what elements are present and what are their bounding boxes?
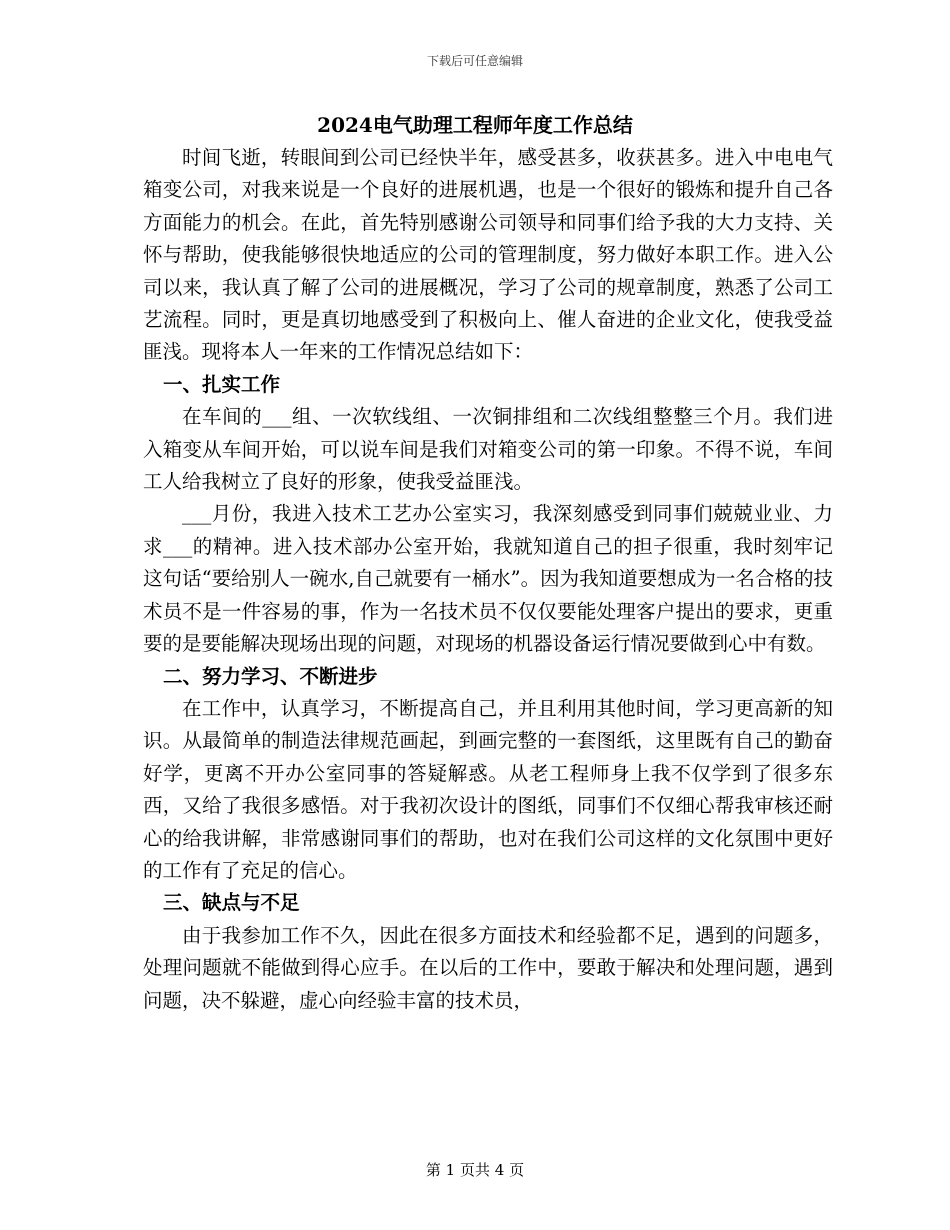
- document-title: 2024电气助理工程师年度工作总结: [317, 113, 633, 137]
- section-heading: 三、缺点与不足: [163, 891, 300, 915]
- section-paragraph: 在车间的___组、一次软线组、一次铜排组和二次线组整整三个月。我们进入箱变从车间开始，可以说车间是我们对箱变公司的第一印象。不得不说，车间工人给我树立了良好的形象，使我受益匪浅。: [143, 405, 833, 494]
- section-heading: 一、扎实工作: [163, 372, 281, 396]
- page-header-note: 下载后可任意编辑: [426, 54, 523, 68]
- page-number: 第 1 页共 4 页: [425, 1161, 525, 1179]
- section-paragraph: ___月份，我进入技术工艺办公室实习，我深刻感受到同事们兢兢业业、力求___的精神。进入技术部办公室开始，我就知道自己的担子很重，我时刻牢记这句话“要给别人一碗水,自己就要有一桶水”。因为我知道要想成为一名合格的技术员不是一件容易的事，作为一名技术员不仅仅要能处理客户提出的要求，更重要的是要能解决现场出现的问题，对现场的机器设备运行情况要做到心中有数。: [143, 502, 833, 656]
- section-paragraph: 由于我参加工作不久，因此在很多方面技术和经验都不足，遇到的问题多，处理问题就不能做到得心应手。在以后的工作中，要敢于解决和处理问题，遇到问题，决不躲避，虚心向经验丰富的技术员，: [143, 923, 833, 1012]
- section-heading: 二、努力学习、不断进步: [163, 664, 378, 688]
- document-body: [143, 142, 833, 1017]
- section-paragraph: 在工作中，认真学习，不断提高自己，并且利用其他时间，学习更高新的知识。从最简单的制造法律规范画起，到画完整的一套图纸，这里既有自己的勤奋好学，更离不开办公室同事的答疑解惑。从老工程师身上我不仅学到了很多东西，又给了我很多感悟。对于我初次设计的图纸，同事们不仅细心帮我审核还耐心的给我讲解，非常感谢同事们的帮助，也对在我们公司这样的文化氛围中更好的工作有了充足的信心。: [143, 696, 833, 882]
- intro-paragraph: 时间飞逝，转眼间到公司已经快半年，感受甚多，收获甚多。进入中电电气箱变公司，对我来说是一个良好的进展机遇，也是一个很好的锻炼和提升自己各方面能力的机会。在此，首先特别感谢公司领导和同事们给予我的大力支持、关怀与帮助，使我能够很快地适应的公司的管理制度，努力做好本职工作。进入公司以来，我认真了解了公司的进展概况，学习了公司的规章制度，熟悉了公司工艺流程。同时，更是真切地感受到了积极向上、催人奋进的企业文化，使我受益匪浅。现将本人一年来的工作情况总结如下：: [143, 146, 833, 364]
